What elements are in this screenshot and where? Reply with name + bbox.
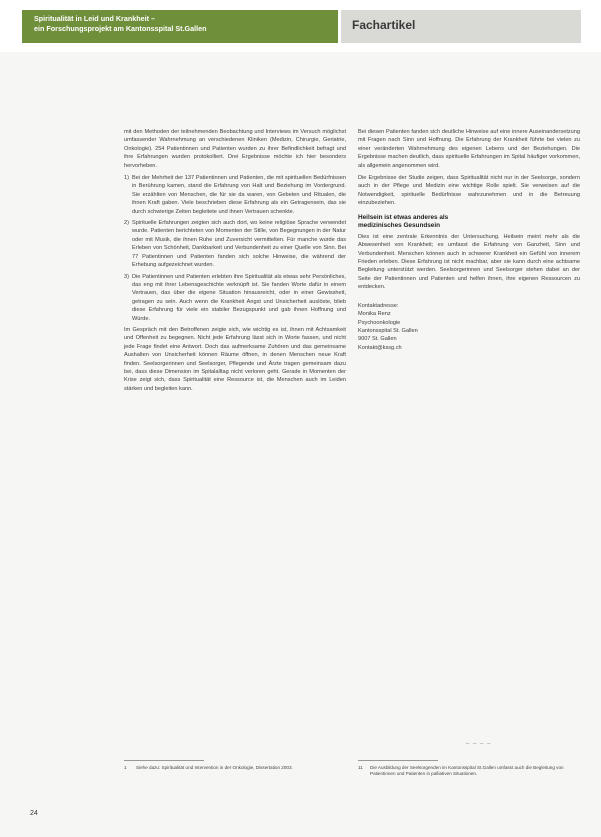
finding-number: 3) (124, 273, 129, 280)
finding-number: 2) (124, 220, 129, 227)
section-label: Fachartikel (352, 18, 416, 32)
page-header (0, 0, 601, 52)
contact-name: Monika Renz (358, 311, 391, 318)
finding-text: Bei der Mehrheit der 137 Patientinnen und Patienten, die mit spirituellen Bedürfnissen in Berührung kamen, stand die Erfahrung von Halt und Beziehung im Vordergrund. Sie erzählten von Menschen, die für sie da waren, von Gebeten und Ritualen, die ihnen Kraft gaben. Viele beschrieben diese Erfahrung als ein Getragensein, das sie durch schwierige Zeiten begleitete und ihnen Vertrauen schenkte. (132, 175, 346, 215)
section-heading (358, 214, 580, 231)
findings-list (124, 174, 346, 323)
contact-city: 9007 St. Gallen (358, 336, 397, 343)
right-paragraph-3: Dies ist eine zentrale Erkenntnis der Untersuchung. Heilsein meint mehr als die Abwesenheit von Krankheit; es umfasst die Erfahrung von Ganzheit, Sinn und Verbundenheit. Menschen können auch in schwerer Krankheit ein Gefühl von innerem Frieden erleben. Diese Erfahrung ist nicht machbar, aber sie kann durch eine achtsame Begleitung unterstützt werden. Seelsorgerinnen und Seelsorger stehen dabei an der Seite der Patientinnen und Patienten und helfen ihnen, ihre eigenen Ressourcen zu entdecken. (358, 233, 580, 291)
footnote-text: Die Ausbildung der Seelsorgenden im Kantonsspital St.Gallen umfasst auch die Begleitung von Patientinnen und Patienten in palliativen Situationen. (370, 765, 564, 777)
left-closing-paragraph: Im Gespräch mit den Betroffenen zeigte sich, wie wichtig es ist, ihnen mit Achtsamkeit und Offenheit zu begegnen. Nicht jede Erfahrung lässt sich in Worte fassen, und nicht jede Frage findet eine Antwort. Doch das aufmerksame Zuhören und das gemeinsame Aushalten von Unsicherheit können Räume öffnen, in denen Menschen neue Kraft finden. Seelsorgerinnen und Seelsorger, Pflegende und Ärzte tragen gemeinsam dazu bei, dass diese Dimension im Spitalalltag nicht verloren geht. Gerade in Momenten der Krise zeigt sich, dass Spiritualität eine Ressource ist, die Menschen auch im Leiden stärken und begleiten kann. (124, 326, 346, 392)
contact-email[interactable]: Kontakt@kssg.ch (358, 344, 402, 351)
finding-item (124, 219, 346, 269)
series-title (34, 14, 334, 34)
right-paragraph-2: Die Ergebnisse der Studie zeigen, dass Spiritualität nicht nur in der Seelsorge, sondern auch in der Pflege und Medizin eine wichtige Rolle spielt. Sie verweisen auf die Notwendigkeit, spirituelle Bedürfnisse wahrzunehmen und in die Betreuung einzubeziehen. (358, 175, 580, 207)
section-heading-line-1: Heilsein ist etwas anderes als (358, 213, 449, 221)
right-column (358, 128, 580, 352)
finding-text: Die Patientinnen und Patienten erlebten ihre Spiritualität als etwas sehr Persönliches, das eng mit ihrer Lebensgeschichte verknüpft ist. Sie fanden Worte dafür in einem Vertrauen, das über die eigene Situation hinausreicht, oder in einer Gewissheit, getragen zu sein. Auch wenn die Krankheit Angst und Unsicherheit auslöste, blieb diese Erfahrung für viele ein stabiler Bezugspunkt und gab ihnen Hoffnung und Würde. (132, 273, 346, 322)
contact-org: Psychoonkologie (358, 319, 401, 326)
stray-mark: _ _ _ _ (466, 738, 492, 744)
finding-text: Spirituelle Erfahrungen zeigten sich auch dort, wo keine religiöse Sprache verwendet wurde. Patienten berichteten von Momenten der Stille, von Begegnungen in der Natur oder mit Musik, die ihnen Ruhe und Zuversicht vermittelten. Für manche wurde das Erleben von Schönheit, Dankbarkeit und Verbundenheit zu einer Quelle von Sinn. Bei 77 Patientinnen und Patienten fanden sich solche Hinweise, die während der Erhebung aufgezeichnet wurden. (132, 220, 346, 269)
footnote-number: 11 (358, 765, 363, 770)
footnote-left (124, 765, 346, 771)
footnote-right (358, 765, 580, 778)
footnote-rule-left (124, 760, 204, 761)
footnote-number: 1 (124, 765, 127, 770)
series-title-line-2: ein Forschungsprojekt am Kantonsspital St.Gallen (34, 24, 207, 33)
contact-label: Kontaktadresse: (358, 302, 399, 309)
left-intro-paragraph: mit den Methoden der teilnehmenden Beobachtung und Interviews im Versuch möglichst umfassender Wahrnehmung an verschiedenen Kliniken (Medizin, Chirurgie, Geriatrie, Onkologie). 254 Patientinnen und Patienten wurden zu ihrer Befindlichkeit befragt und ihre Erfahrungen wurden protokolliert. Drei Ergebnisse möchte ich hier besonders hervorheben. (124, 129, 346, 169)
contact-street: Kantonsspital St. Gallen (358, 327, 418, 334)
footnote-rule-right (358, 760, 438, 761)
finding-item (124, 273, 346, 323)
footnote-text: Siehe dazu: Spiritualität und Intervention in der Onkologie, Dissertation 2003. (136, 765, 293, 770)
series-title-line-1: Spiritualität in Leid und Krankheit – (34, 14, 156, 23)
page-number: 24 (30, 810, 38, 817)
finding-item (124, 174, 346, 216)
finding-number: 1) (124, 175, 129, 182)
right-intro-paragraph: Bei diesen Patienten fanden sich deutliche Hinweise auf eine innere Auseinandersetzung mit Fragen nach Sinn und Hoffnung. Die Erfahrung der Krankheit führte bei vielen zu einer veränderten Wahrnehmung des eigenen Lebens und der Beziehungen. Die Ergebnisse machen deutlich, dass spirituelle Erfahrungen im Spital häufiger vorkommen, als allgemein angenommen wird. (358, 129, 580, 169)
section-heading-line-2: medizinisches Gesundsein (358, 222, 441, 230)
left-column (124, 128, 346, 397)
contact-block (358, 302, 580, 352)
